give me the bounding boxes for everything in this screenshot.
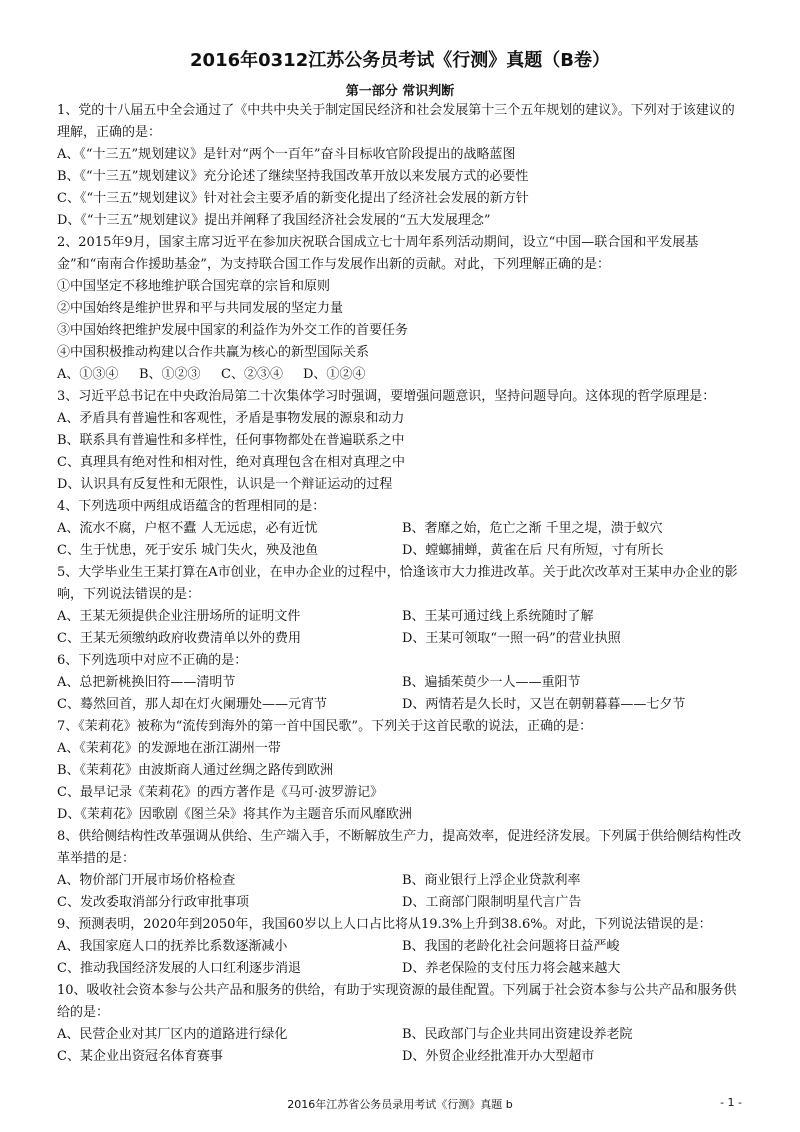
option-row (57, 1046, 747, 1068)
option-b: B、《茉莉花》由波斯商人通过丝绸之路传到欧洲 (57, 763, 334, 778)
option-b: B、遍插茱萸少一人——重阳节 (402, 675, 581, 690)
question-stem: 6、下列选项中对应不正确的是： (57, 653, 248, 668)
option-row (57, 892, 747, 914)
question-1 (57, 100, 747, 232)
question-10 (57, 980, 747, 1068)
question-stem: 3、习近平总书记在中央政治局第二十次集体学习时强调，要增强问题意识，坚持问题导向。这体现的哲学原理是： (57, 389, 716, 404)
option-row (57, 870, 747, 892)
question-list (57, 100, 747, 1068)
option-a: A、物价部门开展市场价格检查 (57, 873, 236, 888)
option-row (57, 694, 747, 716)
option-a: A、《“十三五”规划建议》是针对“两个一百年”奋斗目标收官阶段提出的战略蓝图 (57, 147, 516, 162)
option-c: C、②③④ (221, 367, 283, 382)
question-9 (57, 914, 747, 980)
option-a: A、流水不腐，户枢不蠹 人无远虑，必有近忧 (57, 521, 318, 536)
option-a: A、王某无须提供企业注册场所的证明文件 (57, 609, 301, 624)
option-d: D、认识具有反复性和无限性，认识是一个辩证运动的过程 (57, 477, 393, 492)
option-row (57, 540, 747, 562)
option-d: D、工商部门限制明星代言广告 (402, 895, 582, 910)
option-d: D、养老保险的支付压力将会越来越大 (402, 961, 621, 976)
question-7 (57, 716, 747, 826)
option-d: D、螳螂捕蝉，黄雀在后 尺有所短，寸有所长 (402, 543, 664, 558)
option-c: C、推动我国经济发展的人口红利逐步消退 (57, 961, 301, 976)
option-a: A、《茉莉花》的发源地在浙江湖州一带 (57, 741, 281, 756)
option-d: D、《茉莉花》因歌剧《图兰朵》将其作为主题音乐而风靡欧洲 (57, 807, 412, 822)
option-c: C、发改委取消部分行政审批事项 (57, 895, 249, 910)
option-c: C、真理具有绝对性和相对性，绝对真理包含在相对真理之中 (57, 455, 405, 470)
option-row (57, 364, 747, 386)
option-b: B、商业银行上浮企业贷款利率 (402, 873, 581, 888)
question-stem: 7、《茉莉花》被称为“流传到海外的第一首中国民歌”。下列关于这首民歌的说法，正确的是： (57, 719, 593, 734)
question-6 (57, 650, 747, 716)
option-b: B、奢靡之始，危亡之渐 千里之堤，溃于蚁穴 (402, 521, 663, 536)
option-c: C、王某无须缴纳政府收费清单以外的费用 (57, 631, 301, 646)
option-d: D、两情若是久长时，又岂在朝朝暮暮——七夕节 (402, 697, 686, 712)
option-c: C、《“十三五”规划建议》针对社会主要矛盾的新变化提出了经济社会发展的新方针 (57, 191, 529, 206)
question-3 (57, 386, 747, 496)
option-b: B、①②③ (139, 367, 201, 382)
option-a: A、矛盾具有普遍性和客观性，矛盾是事物发展的源泉和动力 (57, 411, 405, 426)
option-d: D、①②④ (303, 367, 366, 382)
option-c: C、生于忧患，死于安乐 城门失火，殃及池鱼 (57, 543, 319, 558)
question-stem: 5、大学毕业生王某打算在A市创业，在申办企业的过程中，恰逢该市大力推进改革。关于此次改革对王某申办企业的影响，下列说法错误的是： (57, 565, 738, 602)
question-stem: 4、下列选项中两组成语蕴含的哲理相同的是： (57, 499, 326, 514)
option-row (57, 606, 747, 628)
section-heading: 第一部分 常识判断 (345, 84, 455, 99)
option-b: B、《“十三五”规划建议》充分论述了继续坚持我国改革开放以来发展方式的必要性 (57, 169, 529, 184)
option-a: A、民营企业对其厂区内的道路进行绿化 (57, 1027, 288, 1042)
option-a: A、①③④ (57, 367, 119, 382)
question-stem: 10、吸收社会资本参与公共产品和服务的供给，有助于实现资源的最佳配置。下列属于社会资本参与公共产品和服务供给的是： (57, 983, 737, 1020)
option-b: B、我国的老龄化社会问题将日益严峻 (402, 939, 620, 954)
question-4 (57, 496, 747, 562)
statement-1: ①中国坚定不移地维护联合国宪章的宗旨和原则 (57, 279, 331, 294)
option-b: B、王某可通过线上系统随时了解 (402, 609, 594, 624)
statement-4: ④中国积极推动构建以合作共赢为核心的新型国际关系 (57, 345, 370, 360)
option-row (57, 1024, 747, 1046)
question-2 (57, 232, 747, 386)
question-stem: 8、供给侧结构性改革强调从供给、生产端入手，不断解放生产力，提高效率，促进经济发展。下列属于供给侧结构性改革举措的是： (57, 829, 742, 866)
option-a: A、我国家庭人口的抚养比系数逐渐减小 (57, 939, 288, 954)
option-c: C、最早记录《茉莉花》的西方著作是《马可·波罗游记》 (57, 785, 384, 800)
page-number: - 1 - (720, 1096, 742, 1109)
option-a: A、总把新桃换旧符——清明节 (57, 675, 236, 690)
question-stem: 2、2015年9月，国家主席习近平在参加庆祝联合国成立七十周年系列活动期间，设立“中国—联合国和平发展基金”和“南南合作援助基金”，为支持联合国工作与发展作出新的贡献。对此，下列理解正确的是： (57, 235, 699, 272)
option-d: D、外贸企业经批准开办大型超市 (402, 1049, 595, 1064)
option-row (57, 518, 747, 540)
statement-3: ③中国始终把维护发展中国家的利益作为外交工作的首要任务 (57, 323, 409, 338)
option-row (57, 628, 747, 650)
option-b: B、联系具有普遍性和多样性，任何事物都处在普遍联系之中 (57, 433, 405, 448)
footer-text: 2016年江苏省公务员录用考试《行测》真题 b (287, 1098, 513, 1111)
option-row (57, 958, 747, 980)
option-d: D、王某可领取“一照一码”的营业执照 (402, 631, 621, 646)
statement-2: ②中国始终是维护世界和平与共同发展的坚定力量 (57, 301, 344, 316)
option-row (57, 672, 747, 694)
option-d: D、《“十三五”规划建议》提出并阐释了我国经济社会发展的“五大发展理念” (57, 213, 491, 228)
option-c: C、蓦然回首，那人却在灯火阑珊处——元宵节 (57, 697, 327, 712)
option-row (57, 936, 747, 958)
option-c: C、某企业出资冠名体育赛事 (57, 1049, 223, 1064)
option-b: B、民政部门与企业共同出资建设养老院 (402, 1027, 633, 1042)
question-stem: 1、党的十八届五中全会通过了《中共中央关于制定国民经济和社会发展第十三个五年规划的建议》。下列对于该建议的理解，正确的是： (57, 103, 735, 140)
document-title: 2016年0312江苏公务员考试《行测》真题（B卷） (190, 50, 610, 71)
question-stem: 9、预测表明，2020年到2050年，我国60岁以上人口占比将从19.3%上升到38.6%。对此，下列说法错误的是： (57, 917, 712, 932)
question-5 (57, 562, 747, 650)
question-8 (57, 826, 747, 914)
